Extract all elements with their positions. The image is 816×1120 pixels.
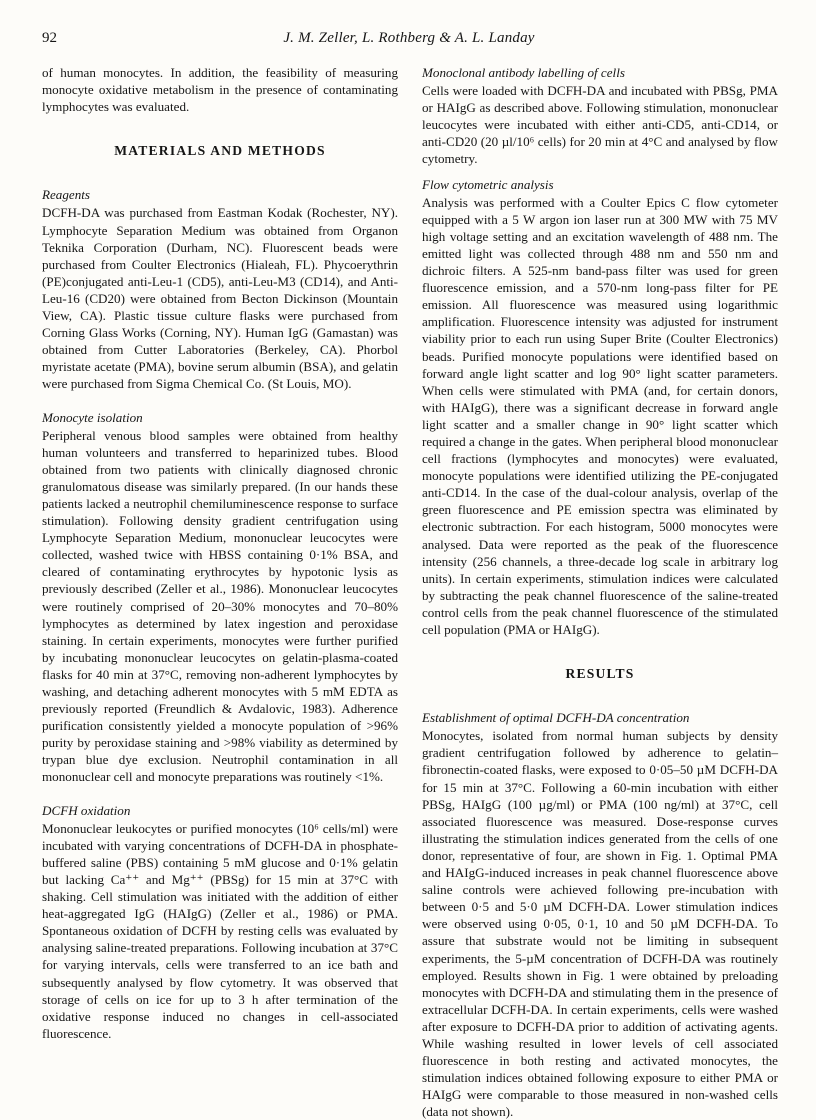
right-column <box>422 64 778 1120</box>
page-header <box>42 30 776 54</box>
page-number: 92 <box>42 30 57 46</box>
optimal-concentration-paragraph: Monocytes, isolated from normal human subjects by density gradient centrifugation followed by adherence to gelatin–fibronectin-coated flasks, were exposed to 0·05–50 µM DCFH-DA for 15 min at 37°C. Following a 60-min incubation with either PBSg, HAIgG (100 µg/ml) or PMA (100 ng/ml) at 37°C, cell associated fluorescence was measured. Dose-response curves illustrating the stimulation indices generated from the cells of one donor, representative of four, are shown in Fig. 1. Optimal PMA and HAIgG-induced increases in peak channel fluorescence above saline controls were achieved following pre-incubation with between 0·5 and 5·0 µM DCFH-DA. Lower stimulation indices were observed using 0·05, 0·1, 10 and 50 µM DCFH-DA. To assure that substrate would not be limiting in subsequent experiments, the 5-µM concentration of DCFH-DA was routinely employed. Results shown in Fig. 1 were obtained by preloading monocytes with DCFH-DA and stimulating them in the presence of extracellular DCFH-DA. In certain experiments, cells were washed after exposure to DCFH-DA prior to addition of activating agents. While washing resulted in lower levels of cell associated fluorescence in both resting and activated monocytes, the stimulation indices obtained following exposure to either PMA or HAIgG were comparable to those measured in non-washed cells (data not shown). <box>422 728 778 1120</box>
monocyte-isolation-paragraph: Peripheral venous blood samples were obtained from healthy human volunteers and transferred to heparinized tubes. Blood obtained from two patients with clinically diagnosed chronic granulomatous disease was similarly prepared. (In our hands these patients lacked a neutrophil chemiluminescence response to surface stimulation). Following density gradient centrifugation using Lymphocyte Separation Medium, mononuclear leucocytes were collected, washed twice with HBSS containing 0·1% BSA, and cleared of contaminating erythrocytes by hypotonic lysis as previously described (Zeller et al., 1986). Mononuclear leucocytes were routinely comprised of 20–30% monocytes and 70–80% lymphocytes as determined by latex ingestion and peroxidase staining. In certain experiments, monocytes were further purified by incubating mononuclear leucocytes on gelatin-plasma-coated flasks for 40 min at 37°C, removing non-adherent lymphocytes by washing, and detaching adherent monocytes with 5 mM EDTA as previously reported (Freundlich & Avdalovic, 1983). Adherence purification consistently yielded a monocyte population of >96% purity by peroxidase staining and >98% viability as determined by trypan blue dye exclusion. Neutrophil contamination in all mononuclear cell and monocyte preparations was routinely <1%. <box>42 427 398 785</box>
intro-paragraph-end: of human monocytes. In addition, the feasibility of measuring monocyte oxidative metabolism in the presence of contaminating lymphocytes was evaluated. <box>42 65 398 115</box>
left-column <box>42 64 398 1042</box>
flow-cytometric-heading: Flow cytometric analysis <box>422 176 554 192</box>
monocyte-isolation-heading: Monocyte isolation <box>42 409 143 425</box>
optimal-concentration-heading: Establishment of optimal DCFH-DA concentration <box>422 710 690 726</box>
running-title: J. M. Zeller, L. Rothberg & A. L. Landay <box>283 30 535 46</box>
antibody-labelling-heading: Monoclonal antibody labelling of cells <box>422 65 625 80</box>
dcfh-oxidation-heading: DCFH oxidation <box>42 802 131 818</box>
reagents-paragraph: DCFH-DA was purchased from Eastman Kodak (Rochester, NY). Lymphocyte Separation Medium was obtained from Organon Teknika Corporation (Durham, NC). Fluorescent beads were purchased from Coulter Electronics (Hialeah, FL). Phycoerythrin (PE)conjugated anti-Leu-1 (CD5), anti-Leu-M3 (CD14), and Anti-Leu-16 (CD20) were obtained from Becton Dickinson (Mountain View, CA). Plastic tissue culture flasks were purchased from Corning Glass Works (Corning, NY). Human IgG (Gamastan) was obtained from Cutter Laboratories (Berkeley, CA). Phorbol myristate acetate (PMA), bovine serum albumin (BSA), and gelatin were purchased from Sigma Chemical Co. (St Louis, MO). <box>42 205 398 392</box>
materials-methods-heading: MATERIALS AND METHODS <box>114 143 326 159</box>
results-heading: RESULTS <box>565 666 635 682</box>
antibody-labelling-paragraph: Cells were loaded with DCFH-DA and incubated with PBSg, PMA or HAIgG as described above. Following stimulation, mononuclear leucocytes were incubated with either anti-CD5, anti-CD14, or anti-CD20 (20 µl/10⁶ cells) for 20 min at 4°C and analysed by flow cytometry. <box>422 83 778 167</box>
dcfh-oxidation-paragraph: Mononuclear leukocytes or purified monocytes (10⁶ cells/ml) were incubated with varying concentrations of DCFH-DA in phosphate-buffered saline (PBS) containing 5 mM glucose and 0·1% gelatin but lacking Ca⁺⁺ and Mg⁺⁺ (PBSg) for 15 min at 37°C with shaking. Cell stimulation was initiated with the addition of either heat-aggregated IgG (HAIgG) (Zeller et al., 1986) or PMA. Spontaneous oxidation of DCFH by resting cells was evaluated by analysing saline-treated preparations. Following incubation at 37°C for varying intervals, cells were transferred to an ice bath and subsequently analysed by flow cytometry. It was observed that storage of cells on ice for up to 3 h after termination of the oxidative response induced no changes in cell-associated fluorescence. <box>42 820 398 1041</box>
reagents-heading: Reagents <box>42 187 90 203</box>
flow-cytometric-paragraph: Analysis was performed with a Coulter Epics C flow cytometer equipped with a 5 W argon ion laser run at 300 MW with 75 MV high voltage setting and an excitation wavelength of 488 nm. The emitted light was collected through 488 nm and 550 nm and dichroic filters. A 525-nm band-pass filter was used for green fluorescence emission, and a 570-nm long-pass filter for PE emission. All fluorescence was measured using logarithmic amplification. Fluorescence intensity was adjusted for instrument viability prior to each run using Super Brite (Coulter Electronics) beads. Purified monocyte populations were identified based on forward angle light scatter and log 90° light scatter parameters. When cells were stimulated with PMA (and, for certain donors, with HAIgG), there was a significant decrease in forward angle light scatter and a smaller change in 90° light scatter which required a change in the gates. When peripheral blood mononuclear cell fractions (lymphocytes and monocytes) were evaluated, monocyte populations were identified utilizing the PE-conjugated anti-CD14. In the case of the dual-colour analysis, overlap of the green fluorescence and PE emission spectra was eliminated by electronic subtraction. For each histogram, 5000 monocytes were analysed. Data were reported as the peak of the fluorescence intensity (256 channels, a three-decade log scale in arbitrary log units). In certain experiments, stimulation indices were calculated by subtracting the peak channel fluorescence of the saline-treated control cells from the peak channel fluorescence of the stimulated cell population (PMA or HAIgG). <box>422 194 778 637</box>
